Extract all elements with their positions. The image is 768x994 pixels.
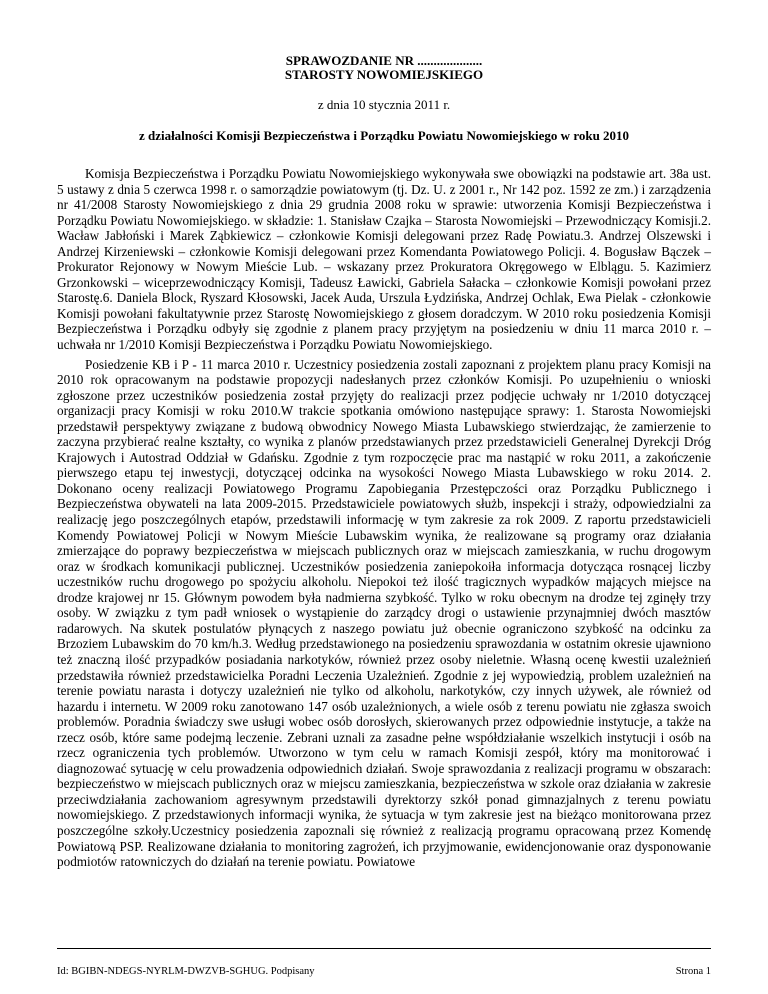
report-date: z dnia 10 stycznia 2011 r. [317,97,451,112]
report-subject: z działalności Komisji Bezpieczeństwa i Porządku Powiatu Nowomiejskiego w roku 2010 [138,128,630,143]
report-body [57,166,711,870]
page-number: Strona 1 [675,966,711,977]
report-authority: STAROSTY NOWOMIEJSKIEGO [284,67,484,82]
report-number-line: SPRAWOZDANIE NR .................... [285,53,483,68]
body-paragraph-2: Posiedzenie KB i P - 11 marca 2010 r. Uczestnicy posiedzenia zostali zapoznani z projektem planu pracy Komisji na 2010 rok opracowanym na podstawie propozycji nadesłanych przez członków Komisji. Po uzupełnieniu o wnioski zgłoszone przez uczestników posiedzenia został przyjęty do realizacji przez podjęcie uchwały nr 1/2010 dotyczącej organizacji pracy Komisji w roku 2010.W trakcie spotkania omówiono następujące sprawy: 1. Starosta Nowomiejski przedstawił perspektywy związane z budową obwodnicy Nowego Miasta Lubawskiego stwierdzając, że zamierzenie to zaczyna przybierać realne kształty, co wynika z planów przedstawianych przez przedstawicieli Generalnej Dyrekcji Dróg Krajowych i Autostrad Oddział w Gdańsku. Zgodnie z tym rozpoczęcie prac ma nastąpić w roku 2011, a zakończenie pierwszego etapu tej inwestycji, dotyczącej odcinka na wysokości Nowego Miasta Lubawskiego w roku 2014. 2. Dokonano oceny realizacji Powiatowego Programu Zapobiegania Przestępczości oraz Porządku Publicznego i Bezpieczeństwa obywateli na lata 2009-2015. Przedstawiciele powiatowych służb, inspekcji i straży, odpowiedzialni za realizację jego poszczególnych etapów, przedstawili informację w tym zakresie za rok 2009. Z raportu przedstawicieli Komendy Powiatowej Policji w Nowym Mieście Lubawskim wynika, że realizowane są programy oraz działania zmierzające do poprawy bezpieczeństwa w miejscach publicznych oraz w miejscach zamieszkania, w ruchu drogowym oraz w środkach komunikacji publicznej. Uczestników posiedzenia zaniepokoiła informacja dotycząca rosnącej liczby uczestników ruchu drogowego po spożyciu alkoholu. Niepokoi też ilość tragicznych wypadków mających miejsce na drodze krajowej nr 15. Głównym powodem była nadmierna szybkość. Tylko w roku obecnym na drodze tej zginęły trzy osoby. W związku z tym padł wniosek o wystąpienie do zarządcy drogi o ustawienie przynajmniej dwóch masztów radarowych. Na skutek postulatów płynących z naszego powiatu już obecnie ograniczono szybkość na odcinku za Brzoziem Lubawskim do 70 km/h.3. Według przedstawionego na posiedzeniu sprawozdania w ostatnim okresie ujawniono też znaczną ilość przypadków posiadania narkotyków, również przez osoby nieletnie. Własną ocenę kwestii uzależnień przedstawiła również przedstawicielka Poradni Leczenia Uzależnień. Zgodnie z jej wypowiedzią, problem uzależnień na terenie powiatu narasta i dotyczy uzależnień nie tylko od alkoholu, narkotyków, czy innych używek, ale również od hazardu i internetu. W 2009 roku zanotowano 147 osób uzależnionych, a wiele osób z terenu powiatu nie zgłasza swoich problemów. Poradnia świadczy swe usługi wobec osób dorosłych, skierowanych przez odpowiednie instytucje, a także na rzecz osób, które same podejmą leczenie. Zebrani uznali za zasadne pełne współdziałanie wszelkich instytucji i osób na rzecz ograniczenia tych problemów. Utworzono w tym celu w ramach Komisji zespół, który ma monitorować i diagnozować sytuację w celu prowadzenia odpowiednich działań. Swoje sprawozdania z realizacji programu w obszarach: bezpieczeństwo w miejscach publicznych oraz w miejscu zamieszkania, bezpieczeństwa w szkole oraz działania w zakresie przeciwdziałania zachowaniom agresywnym przedstawili dyrektorzy szkół ponad gimnazjalnych z terenu powiatu nowomiejskiego. Z przedstawionych informacji wynika, że sytuacja w tym zakresie jest na bieżąco monitorowana przez poszczególne szkoły.Uczestnicy posiedzenia zapoznali się również z realizacją programu opracowaną przez Komendę Powiatową PSP. Realizowane działania to monitoring zagrożeń, ich przyjmowanie, ewidencjonowanie oraz dysponowanie podmiotów ratowniczych do działań na terenie powiatu. Powiatowe [57,356,711,870]
footer-divider [57,948,711,949]
document-id: Id: BGIBN-NDEGS-NYRLM-DWZVB-SGHUG. Podpisany [57,966,315,977]
body-paragraph-1: Komisja Bezpieczeństwa i Porządku Powiatu Nowomiejskiego wykonywała swe obowiązki na podstawie art. 38a ust. 5 ustawy z dnia 5 czerwca 1998 r. o samorządzie powiatowym (tj. Dz. U. z 2001 r., Nr 142 poz. 1592 ze zm.) i zarządzenia nr 41/2008 Starosty Nowomiejskiego z dnia 29 grudnia 2008 roku w sprawie: utworzenia Komisji Bezpieczeństwa i Porządku Powiatu Nowomiejskiego. w składzie: 1. Stanisław Czajka – Starosta Nowomiejski – Przewodniczący Komisji.2. Wacław Jabłoński i Marek Ząbkiewicz – członkowie Komisji delegowani przez Radę Powiatu.3. Andrzej Olszewski i Andrzej Kirzeniewski – członkowie Komisji delegowani przez Komendanta Powiatowego Policji. 4. Bogusław Bączek – Prokurator Rejonowy w Nowym Mieście Lub. – wskazany przez Prokuratora Okręgowego w Elblągu. 5. Kazimierz Grzonkowski – wiceprzewodniczący Komisji, Tadeusz Ławicki, Gabriela Sałacka – członkowie Komisji powołani przez Starostę.6. Daniela Block, Ryszard Kłosowski, Jacek Auda, Urszula Łydzińska, Andrzej Ochlak, Ewa Pielak - członkowie Komisji powołani fakultatywnie przez Starostę Nowomiejskiego z głosem doradczym. W 2010 roku posiedzenia Komisji Bezpieczeństwa i Porządku odbyły się zgodnie z planem pracy przyjętym na posiedzeniu w dniu 11 marca 2010 r. – uchwała nr 1/2010 Komisji Bezpieczeństwa i Porządku Powiatu Nowomiejskiego. [57,166,711,353]
